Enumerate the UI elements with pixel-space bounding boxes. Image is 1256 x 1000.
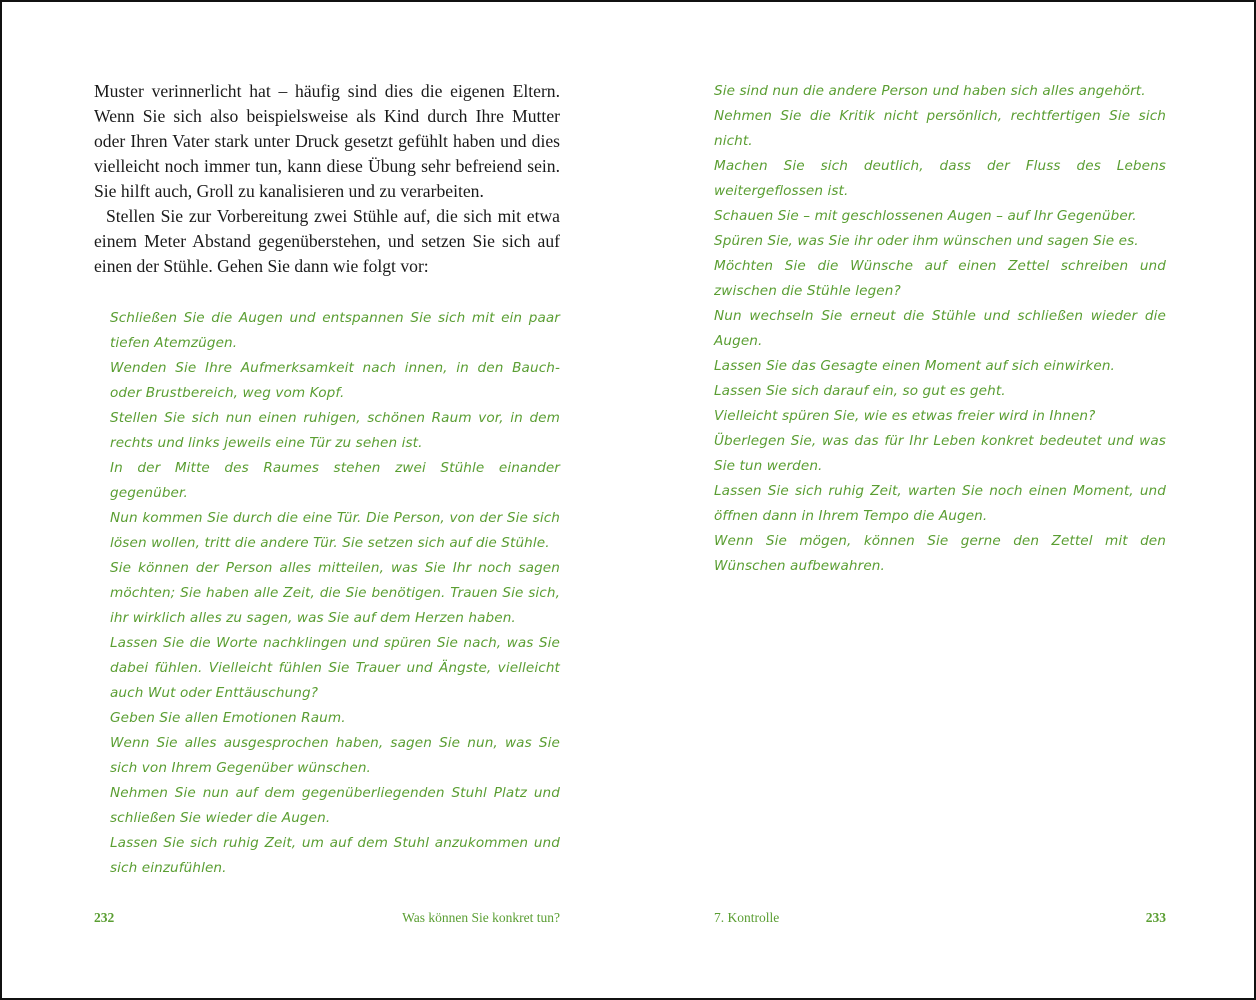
left-page-number: 232 [94, 910, 115, 925]
exercise-step: In der Mitte des Raumes stehen zwei Stühle einander gegenüber. [110, 460, 560, 501]
exercise-step: Nun wechseln Sie erneut die Stühle und schließen wieder die Augen. [714, 308, 1166, 349]
exercise-step: Lassen Sie sich ruhig Zeit, warten Sie noch einen Moment, und öffnen dann in Ihrem Tempo die Augen. [714, 483, 1166, 524]
exercise-step: Nehmen Sie die Kritik nicht persönlich, rechtfertigen Sie sich nicht. [714, 108, 1166, 149]
exercise-step: Wenden Sie Ihre Aufmerksamkeit nach innen, in den Bauch- oder Brustbereich, weg vom Kopf. [110, 360, 560, 401]
right-page-number: 233 [1145, 910, 1166, 925]
body-paragraph: Stellen Sie zur Vorbereitung zwei Stühle auf, die sich mit etwa einem Meter Abstand gegenüberstehen, und setzen Sie sich auf einen der Stühle. Gehen Sie dann wie folgt vor: [94, 206, 560, 276]
exercise-step: Möchten Sie die Wünsche auf einen Zettel schreiben und zwischen die Stühle legen? [714, 258, 1166, 299]
exercise-step: Wenn Sie mögen, können Sie gerne den Zettel mit den Wünschen aufbewahren. [714, 533, 1166, 574]
exercise-step: Lassen Sie sich ruhig Zeit, um auf dem Stuhl anzukommen und sich einzufühlen. [110, 835, 560, 876]
exercise-step: Nun kommen Sie durch die eine Tür. Die Person, von der Sie sich lösen wollen, tritt die andere Tür. Sie setzen sich auf die Stühle. [110, 510, 560, 551]
right-running-title: 7. Kontrolle [714, 910, 780, 925]
body-paragraph: Muster verinnerlicht hat – häufig sind dies die eigenen Eltern. Wenn Sie sich also beispielsweise als Kind durch Ihre Mutter oder Ihren Vater stark unter Druck gesetzt gefühlt haben und dies vielleicht noch immer tun, kann diese Übung sehr befreiend sein. Sie hilft auch, Groll zu kanalisieren und zu verarbeiten. [94, 81, 560, 201]
exercise-step: Lassen Sie die Worte nachklingen und spüren Sie nach, was Sie dabei fühlen. Vielleicht fühlen Sie Trauer und Ängste, vielleicht auch Wut oder Enttäuschung? [110, 635, 560, 701]
left-exercise-steps [110, 306, 560, 881]
exercise-step: Machen Sie sich deutlich, dass der Fluss des Lebens weitergeflossen ist. [714, 158, 1166, 199]
exercise-step: Stellen Sie sich nun einen ruhigen, schönen Raum vor, in dem rechts und links jeweils eine Tür zu sehen ist. [110, 410, 560, 451]
left-running-title: Was können Sie konkret tun? [402, 910, 560, 925]
exercise-step: Schließen Sie die Augen und entspannen Sie sich mit ein paar tiefen Atemzügen. [110, 310, 560, 351]
exercise-step: Sie können der Person alles mitteilen, was Sie Ihr noch sagen möchten; Sie haben alle Zeit, die Sie benötigen. Trauen Sie sich, ihr wirklich alles zu sagen, was Sie auf dem Herzen haben. [110, 560, 560, 626]
exercise-step: Geben Sie allen Emotionen Raum. [110, 710, 346, 726]
right-exercise-steps [714, 79, 1166, 579]
exercise-step: Lassen Sie sich darauf ein, so gut es geht. [714, 383, 1006, 399]
exercise-step: Nehmen Sie nun auf dem gegenüberliegenden Stuhl Platz und schließen Sie wieder die Augen. [110, 785, 560, 826]
exercise-step: Lassen Sie das Gesagte einen Moment auf sich einwirken. [714, 358, 1115, 374]
exercise-step: Vielleicht spüren Sie, wie es etwas freier wird in Ihnen? [714, 408, 1096, 424]
exercise-step: Spüren Sie, was Sie ihr oder ihm wünschen und sagen Sie es. [714, 233, 1139, 249]
exercise-step: Sie sind nun die andere Person und haben sich alles angehört. [714, 83, 1146, 99]
exercise-step: Überlegen Sie, was das für Ihr Leben konkret bedeutet und was Sie tun werden. [714, 433, 1166, 474]
exercise-step: Wenn Sie alles ausgesprochen haben, sagen Sie nun, was Sie sich von Ihrem Gegenüber wünschen. [110, 735, 560, 776]
left-body-text [94, 79, 560, 279]
exercise-step: Schauen Sie – mit geschlossenen Augen – auf Ihr Gegenüber. [714, 208, 1137, 224]
